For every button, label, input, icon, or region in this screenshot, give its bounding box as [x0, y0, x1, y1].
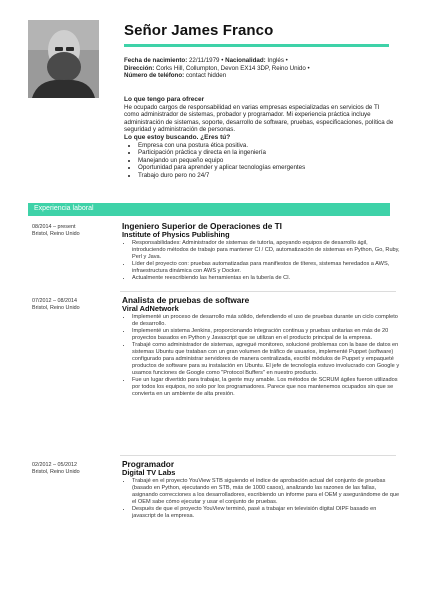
summary-section: [124, 96, 396, 180]
experience-title: Experiencia laboral: [34, 205, 94, 212]
job-location: Bristol, Reino Unido: [32, 469, 80, 475]
list-item: • Participación práctica y directa en la ingeniería: [138, 149, 396, 157]
list-item: • Oportunidad para aprender y aplicar tecnologías emergentes: [138, 164, 396, 172]
contact-line-phone: [124, 72, 404, 80]
job-company: Digital TV Labs: [122, 468, 176, 477]
job-content: [122, 460, 400, 520]
divider: [120, 291, 396, 292]
job-location: Bristol, Reino Unido: [32, 231, 80, 237]
nationality-label: Nacionalidad:: [223, 57, 266, 64]
offer-title: Lo que tengo para ofrecer: [124, 96, 205, 103]
birth-label: Fecha de nacimiento:: [124, 57, 188, 64]
list-item: • Implementé un proceso de desarrollo más sólido, defendiendo el uso de pruebas durante un ciclo completo de desarrollo.: [132, 314, 400, 328]
contact-block: [124, 57, 404, 80]
job-bullets: [122, 478, 400, 520]
list-item: • Manejando un pequeño equipo: [138, 157, 396, 165]
title-underline: [124, 44, 389, 47]
job-title: Analista de pruebas de software: [122, 295, 250, 305]
list-item: • Trabajé en el proyecto YouView STB siguiendo el índice de aprobación actual del conjunto de pruebas (basado en Python, ejecutando en STB, más de 1000 casos), analizando las razones de las fallas, asignando correcciones a los desarrolladores, escribiendo un informe para el OEM y asegurándome de que el OEM sabe cómo ejecutar y usar el conjunto de pruebas.: [132, 478, 400, 506]
address-label: Dirección:: [124, 64, 155, 72]
list-item: • Responsabilidades: Administrador de sistemas de tutoría, apoyando equipos de desarrollo ágil, introduciendo métodos de trabajo para mantener CI / CD, automatización de sistemas en Python, Go, Ruby, Perl y Java.: [132, 240, 400, 261]
divider: [120, 455, 396, 456]
list-item: • Implementé un sistema Jenkins, proporcionando integración continua y pruebas unitarias en más de 20 proyectos basados en Python y Javascript que se utilizan en el producto principal de la empresa.: [132, 328, 400, 342]
list-item: • Fue un lugar divertido para trabajar, la gente muy amable. Los métodos de SCRUM ágiles fueron utilizados por todos los equipos, no solo por los programadores. Parece que nos mantenemos ocupados sin que se convierta en un ambiente de alta presión.: [132, 377, 400, 398]
job-dates: 08/2014 – present: [32, 224, 76, 230]
offer-text: He ocupado cargos de responsabilidad en varias empresas especializadas en servicios de TI como administrador de sistemas, probador y programador. Mi experiencia práctica incluye administración de sistemas, soporte, desarrollo de software, pruebas, especificaciones, política de seguridad y administración de personas.: [124, 103, 394, 134]
job-location: Bristol, Reino Unido: [32, 305, 80, 311]
list-item: • Empresa con una postura ética positiva.: [138, 142, 396, 150]
address-value: Corks Hill, Collumpton, Devon EX14 3DP, Reino Unido •: [154, 64, 310, 72]
nationality-value: Inglés •: [265, 57, 288, 64]
job-dates: 02/2012 – 05/2012: [32, 462, 77, 468]
list-item: • Trabajo duro pero no 24/7: [138, 172, 396, 180]
looking-title: Lo que estoy buscando. ¿Eres tú?: [124, 133, 231, 141]
job-content: [122, 222, 400, 282]
job-company: Viral AdNetwork: [122, 304, 179, 313]
contact-line-address: [124, 65, 404, 73]
phone-label: Número de teléfono:: [124, 72, 185, 80]
job-bullets: [122, 314, 400, 398]
job-title: Programador: [122, 459, 175, 469]
page-title: Señor James Franco: [124, 22, 274, 39]
avatar-photo-icon: [28, 20, 99, 98]
job-dates-block: [32, 462, 112, 476]
job-content: [122, 296, 400, 398]
list-item: • Líder del proyecto con: pruebas automatizadas para manifiestos de títeres, sistemas heredados a AWS, infraestructura dinámica con AWS y Docker.: [132, 261, 400, 275]
contact-line-birth: [124, 57, 404, 65]
experience-header: [28, 203, 390, 216]
job-dates-block: [32, 298, 112, 312]
birth-value: 22/11/1979 •: [187, 57, 224, 64]
list-item: • Trabajé como administrador de sistemas, agregué monitoreo, solucioné problemas con la base de datos en sistemas Ubuntu que trataban con un gran volumen de tráfico de usuarios, implementé Puppet (software) configurado para administrar servidores de manera centralizada, escribí módulos de Puppet y empaqueté productos de software para su instalación en Ubuntu. El jefe de tecnología estuvo involucrado con Google y usamos funciones de Google como "Protocol Buffers" en nuestro producto.: [132, 342, 400, 377]
phone-value: contact hidden: [184, 72, 227, 80]
job-dates: 07/2012 – 08/2014: [32, 298, 77, 304]
job-bullets: [122, 240, 400, 282]
job-title: Ingeniero Superior de Operaciones de TI: [122, 221, 282, 231]
list-item: • Después de que el proyecto YouView terminó, pasé a trabajar en televisión digital OIPF basado en javascript de la empresa.: [132, 506, 400, 520]
job-dates-block: [32, 224, 112, 238]
list-item: • Actualmente reescribiendo las herramientas en la tubería de CI.: [132, 275, 400, 282]
avatar: [28, 20, 99, 98]
job-company: Institute of Physics Publishing: [122, 230, 230, 239]
looking-list: [124, 142, 396, 180]
